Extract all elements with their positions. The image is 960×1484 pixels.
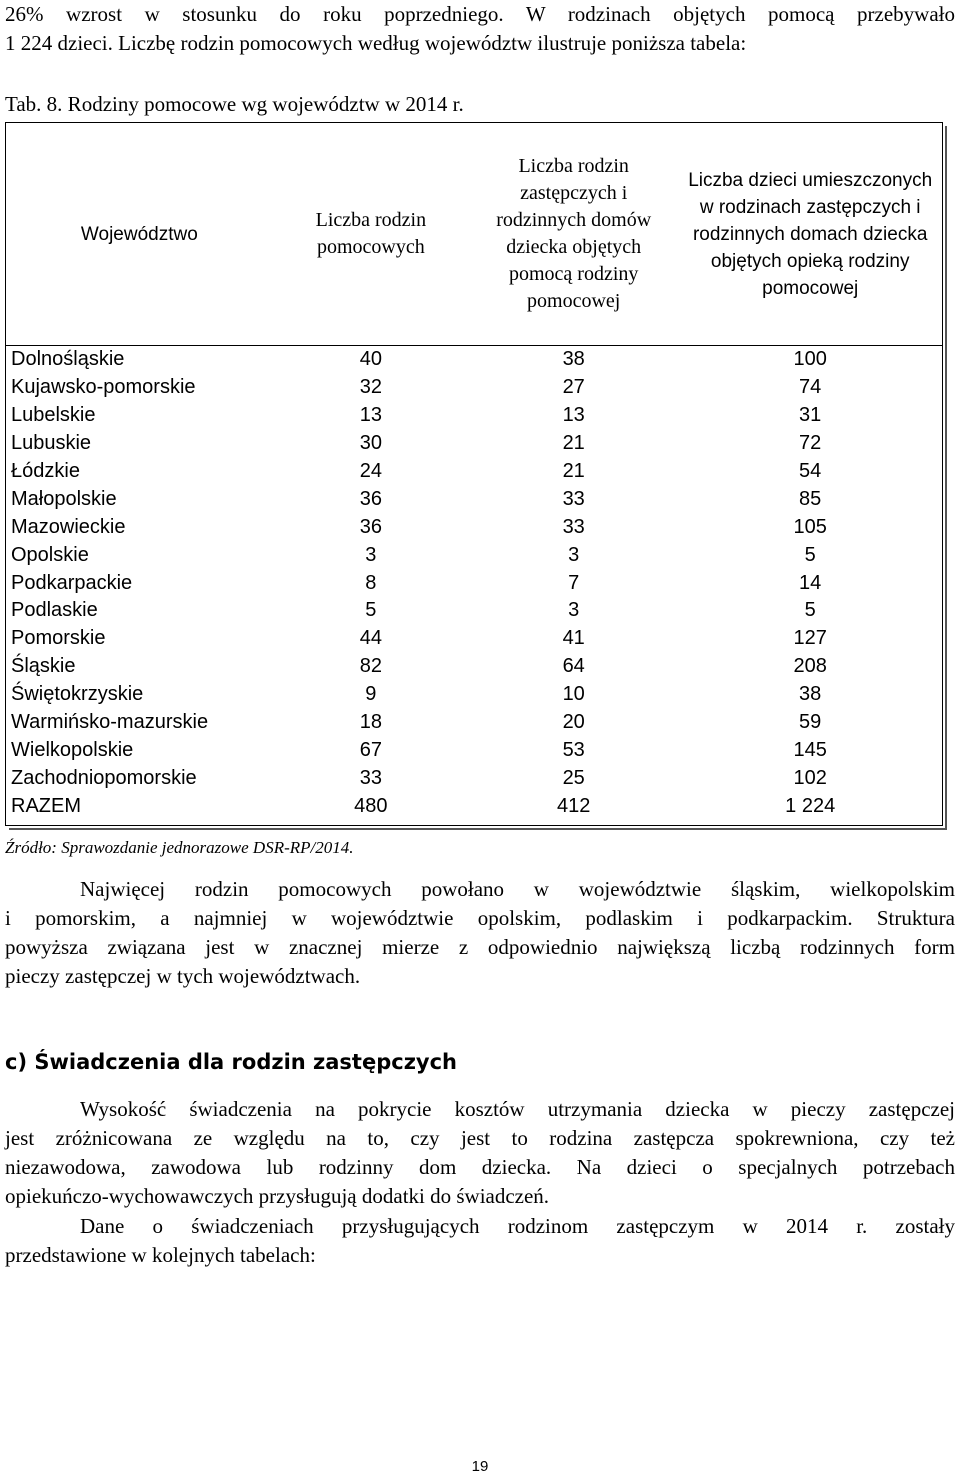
cell-rodzin-zastepczych: 3: [568, 543, 580, 566]
cell-rodzin-zastepczych-total: 412: [557, 794, 591, 817]
cell-rodzin-zastepczych: 20: [562, 711, 585, 734]
table-body: [6, 346, 942, 821]
cell-rodzin-pomocowych: 30: [359, 432, 382, 455]
cell-liczba-dzieci: 127: [793, 627, 827, 650]
table-row: [6, 597, 942, 625]
table-row: [6, 458, 942, 486]
page-number: 19: [471, 1458, 489, 1475]
cell-rodzin-pomocowych: 18: [359, 711, 382, 734]
paragraph-swiadczenia: [5, 1095, 955, 1211]
cell-region: Mazowieckie: [11, 515, 126, 538]
table-row: [6, 653, 942, 681]
table-row: [6, 402, 942, 430]
table-source-note: Źródło: Sprawozdanie jednorazowe DSR-RP/2014.: [5, 838, 354, 857]
cell-region: Kujawsko-pomorskie: [11, 376, 196, 399]
cell-rodzin-zastepczych: 53: [562, 738, 585, 761]
cell-rodzin-pomocowych: 36: [359, 515, 382, 538]
cell-region: Małopolskie: [11, 487, 117, 510]
header-rodzin-pomocowych: Liczba rodzin pomocowych: [315, 209, 427, 258]
intro-paragraph: [5, 0, 955, 58]
cell-rodzin-zastepczych: 3: [568, 599, 580, 622]
table-row: [6, 513, 942, 541]
paragraph-line: przedstawione w kolejnych tabelach:: [5, 1243, 316, 1267]
intro-line-2: 1 224 dzieci. Liczbę rodzin pomocowych według województw ilustruje poniższa tabela:: [5, 31, 747, 55]
cell-rodzin-pomocowych: 32: [359, 376, 382, 399]
cell-rodzin-zastepczych: 7: [568, 571, 580, 594]
cell-rodzin-zastepczych: 10: [562, 683, 585, 706]
table-row: [6, 374, 942, 402]
paragraph-dane: [5, 1212, 955, 1270]
cell-region: Dolnośląskie: [11, 348, 125, 371]
cell-region: Warmińsko-mazurskie: [11, 711, 209, 734]
cell-liczba-dzieci-total: 1 224: [785, 794, 836, 817]
cell-rodzin-zastepczych: 33: [562, 487, 585, 510]
intro-line-1: 26% wzrost w stosunku do roku poprzedniego. W rodzinach objętych pomocą przebywało: [5, 2, 955, 26]
cell-rodzin-pomocowych: 5: [365, 599, 377, 622]
table-row: [6, 709, 942, 737]
cell-rodzin-zastepczych: 21: [562, 460, 585, 482]
cell-rodzin-pomocowych: 36: [359, 487, 382, 510]
cell-rodzin-pomocowych: 24: [359, 460, 382, 482]
cell-liczba-dzieci: 54: [799, 460, 822, 482]
cell-liczba-dzieci: 145: [793, 738, 827, 761]
cell-liczba-dzieci: 105: [793, 515, 827, 538]
cell-rodzin-zastepczych: 41: [562, 627, 585, 650]
table-row: [6, 541, 942, 569]
header-rodzin-zastepczych: Liczba rodzin zastępczych i rodzinnych domów dziecka objętych pomocą rodziny pomocowej: [496, 155, 652, 312]
paragraph-line: niezawodowa, zawodowa lub rodzinny dom dziecka. Na dzieci o specjalnych potrzebach: [5, 1155, 955, 1179]
regions-table: [5, 122, 943, 826]
cell-rodzin-zastepczych: 27: [562, 376, 585, 399]
cell-liczba-dzieci: 5: [804, 599, 816, 622]
table-row-total: [6, 792, 942, 820]
paragraph-line: opiekuńczo-wychowawczych przysługują dodatki do świadczeń.: [5, 1184, 550, 1208]
cell-region: Opolskie: [11, 543, 89, 566]
cell-liczba-dzieci: 74: [799, 376, 822, 399]
cell-liczba-dzieci: 38: [799, 683, 822, 706]
cell-region: Zachodniopomorskie: [11, 766, 197, 789]
table-row: [6, 625, 942, 653]
cell-region: Lubelskie: [11, 404, 96, 427]
cell-rodzin-zastepczych: 38: [562, 348, 585, 371]
cell-region: Lubuskie: [11, 432, 92, 455]
cell-region: Pomorskie: [11, 627, 106, 650]
paragraph-line: Dane o świadczeniach przysługujących rodzinom zastępczym w 2014 r. zostały: [80, 1214, 955, 1238]
cell-liczba-dzieci: 102: [793, 766, 827, 789]
paragraph-line: pieczy zastępczej w tych województwach.: [5, 964, 361, 988]
cell-rodzin-pomocowych: 40: [359, 348, 382, 371]
paragraph-line: jest zróżnicowana ze względu na to, czy jest to rodzina zastępcza spokrewniona, czy też: [5, 1126, 955, 1150]
cell-rodzin-pomocowych: 33: [359, 766, 382, 789]
cell-rodzin-zastepczych: 21: [562, 432, 585, 455]
cell-region: Świętokrzyskie: [11, 683, 144, 706]
cell-region: Wielkopolskie: [11, 738, 134, 761]
cell-rodzin-pomocowych: 13: [359, 404, 382, 427]
cell-rodzin-zastepczych: 33: [562, 515, 585, 538]
cell-liczba-dzieci: 14: [799, 571, 822, 594]
cell-liczba-dzieci: 100: [793, 348, 827, 371]
table-row: [6, 681, 942, 709]
cell-liczba-dzieci: 208: [793, 655, 827, 678]
header-liczba-dzieci: Liczba dzieci umieszczonych w rodzinach zastępczych i rodzinnych domach dziecka objętych opieką rodziny pomocowej: [688, 169, 933, 299]
table-row: [6, 485, 942, 513]
cell-rodzin-zastepczych: 25: [562, 766, 585, 789]
cell-liczba-dzieci: 85: [799, 487, 822, 510]
table-caption: Tab. 8. Rodziny pomocowe wg województw w 2014 r.: [5, 92, 464, 116]
paragraph-rodziny-pomocowe: [5, 875, 955, 991]
cell-rodzin-pomocowych-total: 480: [354, 794, 388, 817]
paragraph-line: powyższa związana jest w znacznej mierze z odpowiednio największą liczbą rodzinnych form: [5, 935, 955, 959]
cell-rodzin-pomocowych: 44: [359, 627, 382, 650]
table-row: [6, 346, 942, 374]
cell-rodzin-zastepczych: 64: [562, 655, 585, 678]
cell-region: Śląskie: [11, 655, 76, 678]
paragraph-line: Najwięcej rodzin pomocowych powołano w województwie śląskim, wielkopolskim: [80, 877, 955, 901]
paragraph-line: Wysokość świadczenia na pokrycie kosztów utrzymania dziecka w pieczy zastępczej: [80, 1097, 955, 1121]
table-row: [6, 430, 942, 458]
table-row: [6, 569, 942, 597]
cell-rodzin-pomocowych: 3: [365, 543, 377, 566]
cell-rodzin-pomocowych: 9: [365, 683, 377, 706]
cell-region-total: RAZEM: [11, 794, 81, 817]
cell-rodzin-pomocowych: 82: [359, 655, 382, 678]
cell-liczba-dzieci: 5: [804, 543, 816, 566]
paragraph-line: i pomorskim, a najmniej w województwie opolskim, podlaskim i podkarpackim. Struktura: [5, 906, 955, 930]
header-wojewodztwo: Województwo: [80, 223, 198, 245]
cell-liczba-dzieci: 72: [799, 432, 822, 455]
cell-liczba-dzieci: 59: [799, 711, 822, 734]
cell-rodzin-zastepczych: 13: [562, 404, 585, 427]
table-row: [6, 764, 942, 792]
cell-liczba-dzieci: 31: [799, 404, 822, 427]
cell-rodzin-pomocowych: 67: [359, 738, 382, 761]
section-heading: c) Świadczenia dla rodzin zastępczych: [5, 1050, 458, 1074]
cell-region: Łódzkie: [11, 460, 80, 482]
cell-region: Podlaskie: [11, 599, 98, 622]
cell-region: Podkarpackie: [11, 571, 133, 594]
cell-rodzin-pomocowych: 8: [365, 571, 377, 594]
table-row: [6, 736, 942, 764]
